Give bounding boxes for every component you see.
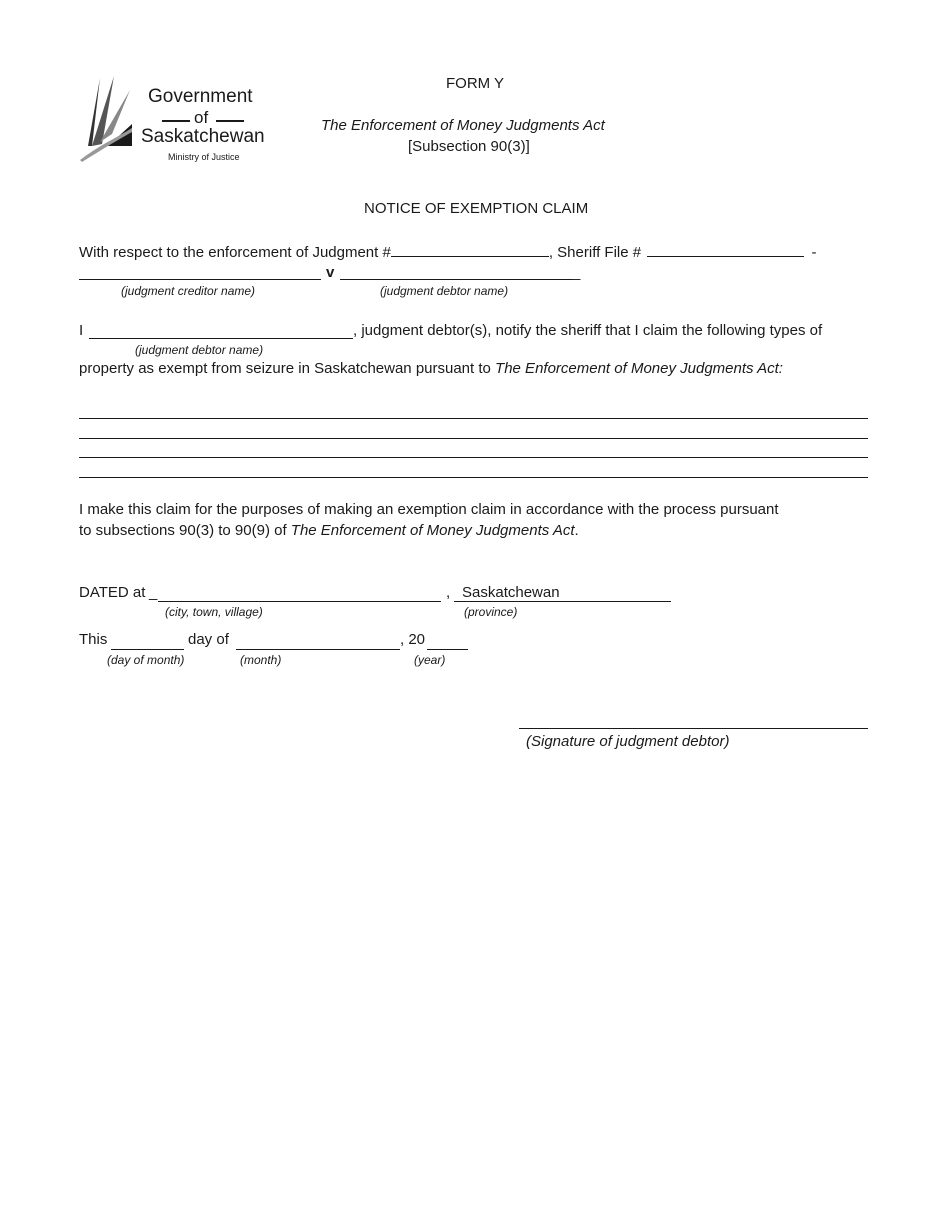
act-title: The Enforcement of Money Judgments Act [321,117,605,134]
city-field[interactable] [158,601,441,602]
judgment-prefix: With respect to the enforcement of Judgment # [79,244,391,261]
year-caption: (year) [414,653,446,667]
property-act-title: The Enforcement of Money Judgments Act: [495,360,783,377]
wheat-sheaf-icon [78,76,138,164]
property-entry-line[interactable] [79,438,868,439]
this-label: This [79,631,108,648]
sheriff-file-field[interactable] [647,242,804,257]
day-field[interactable] [111,649,184,650]
province-field[interactable] [454,601,671,602]
province-caption: (province) [464,605,518,619]
creditor-name-field[interactable] [79,279,321,280]
signature-field[interactable] [519,728,868,729]
i-label: I [79,322,84,339]
property-text: property as exempt from seizure in Saskatchewan pursuant to [79,360,496,377]
logo-rule-left [162,120,190,122]
creditor-caption: (judgment creditor name) [121,284,256,298]
debtor-name-field-2[interactable] [89,338,353,339]
sheriff-file-label: , Sheriff File # [548,244,642,261]
dated-label: DATED at [79,584,146,601]
subsection-label: [Subsection 90(3)] [408,138,530,155]
claim-act-title: The Enforcement of Money Judgments Act [290,522,575,539]
day-caption: (day of month) [107,653,185,667]
month-caption: (month) [240,653,282,667]
trailing-dash: - [811,244,817,261]
notify-text: , judgment debtor(s), notify the sheriff that I claim the following types of [353,322,823,339]
logo-government-text: Government [148,86,253,107]
logo-of-text: of [194,108,209,127]
versus-label: v [326,264,335,281]
notice-title: NOTICE OF EXEMPTION CLAIM [364,200,589,217]
debtor-underscore: _ [572,264,581,281]
dated-comma: , [446,584,451,601]
judgment-number-field[interactable] [391,242,549,257]
logo-saskatchewan-text: Saskatchewan [141,126,265,147]
debtor-caption-2: (judgment debtor name) [135,343,264,357]
province-value: Saskatchewan [462,584,560,601]
city-caption: (city, town, village) [165,605,263,619]
property-entry-line[interactable] [79,457,868,458]
signature-caption: (Signature of judgment debtor) [526,733,730,750]
government-logo [78,76,268,166]
judgment-line [79,242,816,261]
year-prefix: , 20 [400,631,426,648]
logo-ministry-text: Ministry of Justice [168,152,240,162]
claim-line-2-prefix: to subsections 90(3) to 90(9) of [79,522,291,539]
property-entry-line[interactable] [79,477,868,478]
debtor-caption: (judgment debtor name) [380,284,509,298]
dated-underscore: _ [149,584,158,601]
form-label: FORM Y [446,75,505,92]
logo-rule-right [216,120,244,122]
year-field[interactable] [427,649,468,650]
month-field[interactable] [236,649,400,650]
claim-period: . [574,522,579,539]
debtor-name-field[interactable] [340,279,572,280]
day-of-label: day of [188,631,229,648]
property-line [79,360,783,377]
property-entry-line[interactable] [79,418,868,419]
claim-line-1: I make this claim for the purposes of making an exemption claim in accordance with the process pursuant [79,501,779,518]
claim-line-2 [79,522,579,539]
